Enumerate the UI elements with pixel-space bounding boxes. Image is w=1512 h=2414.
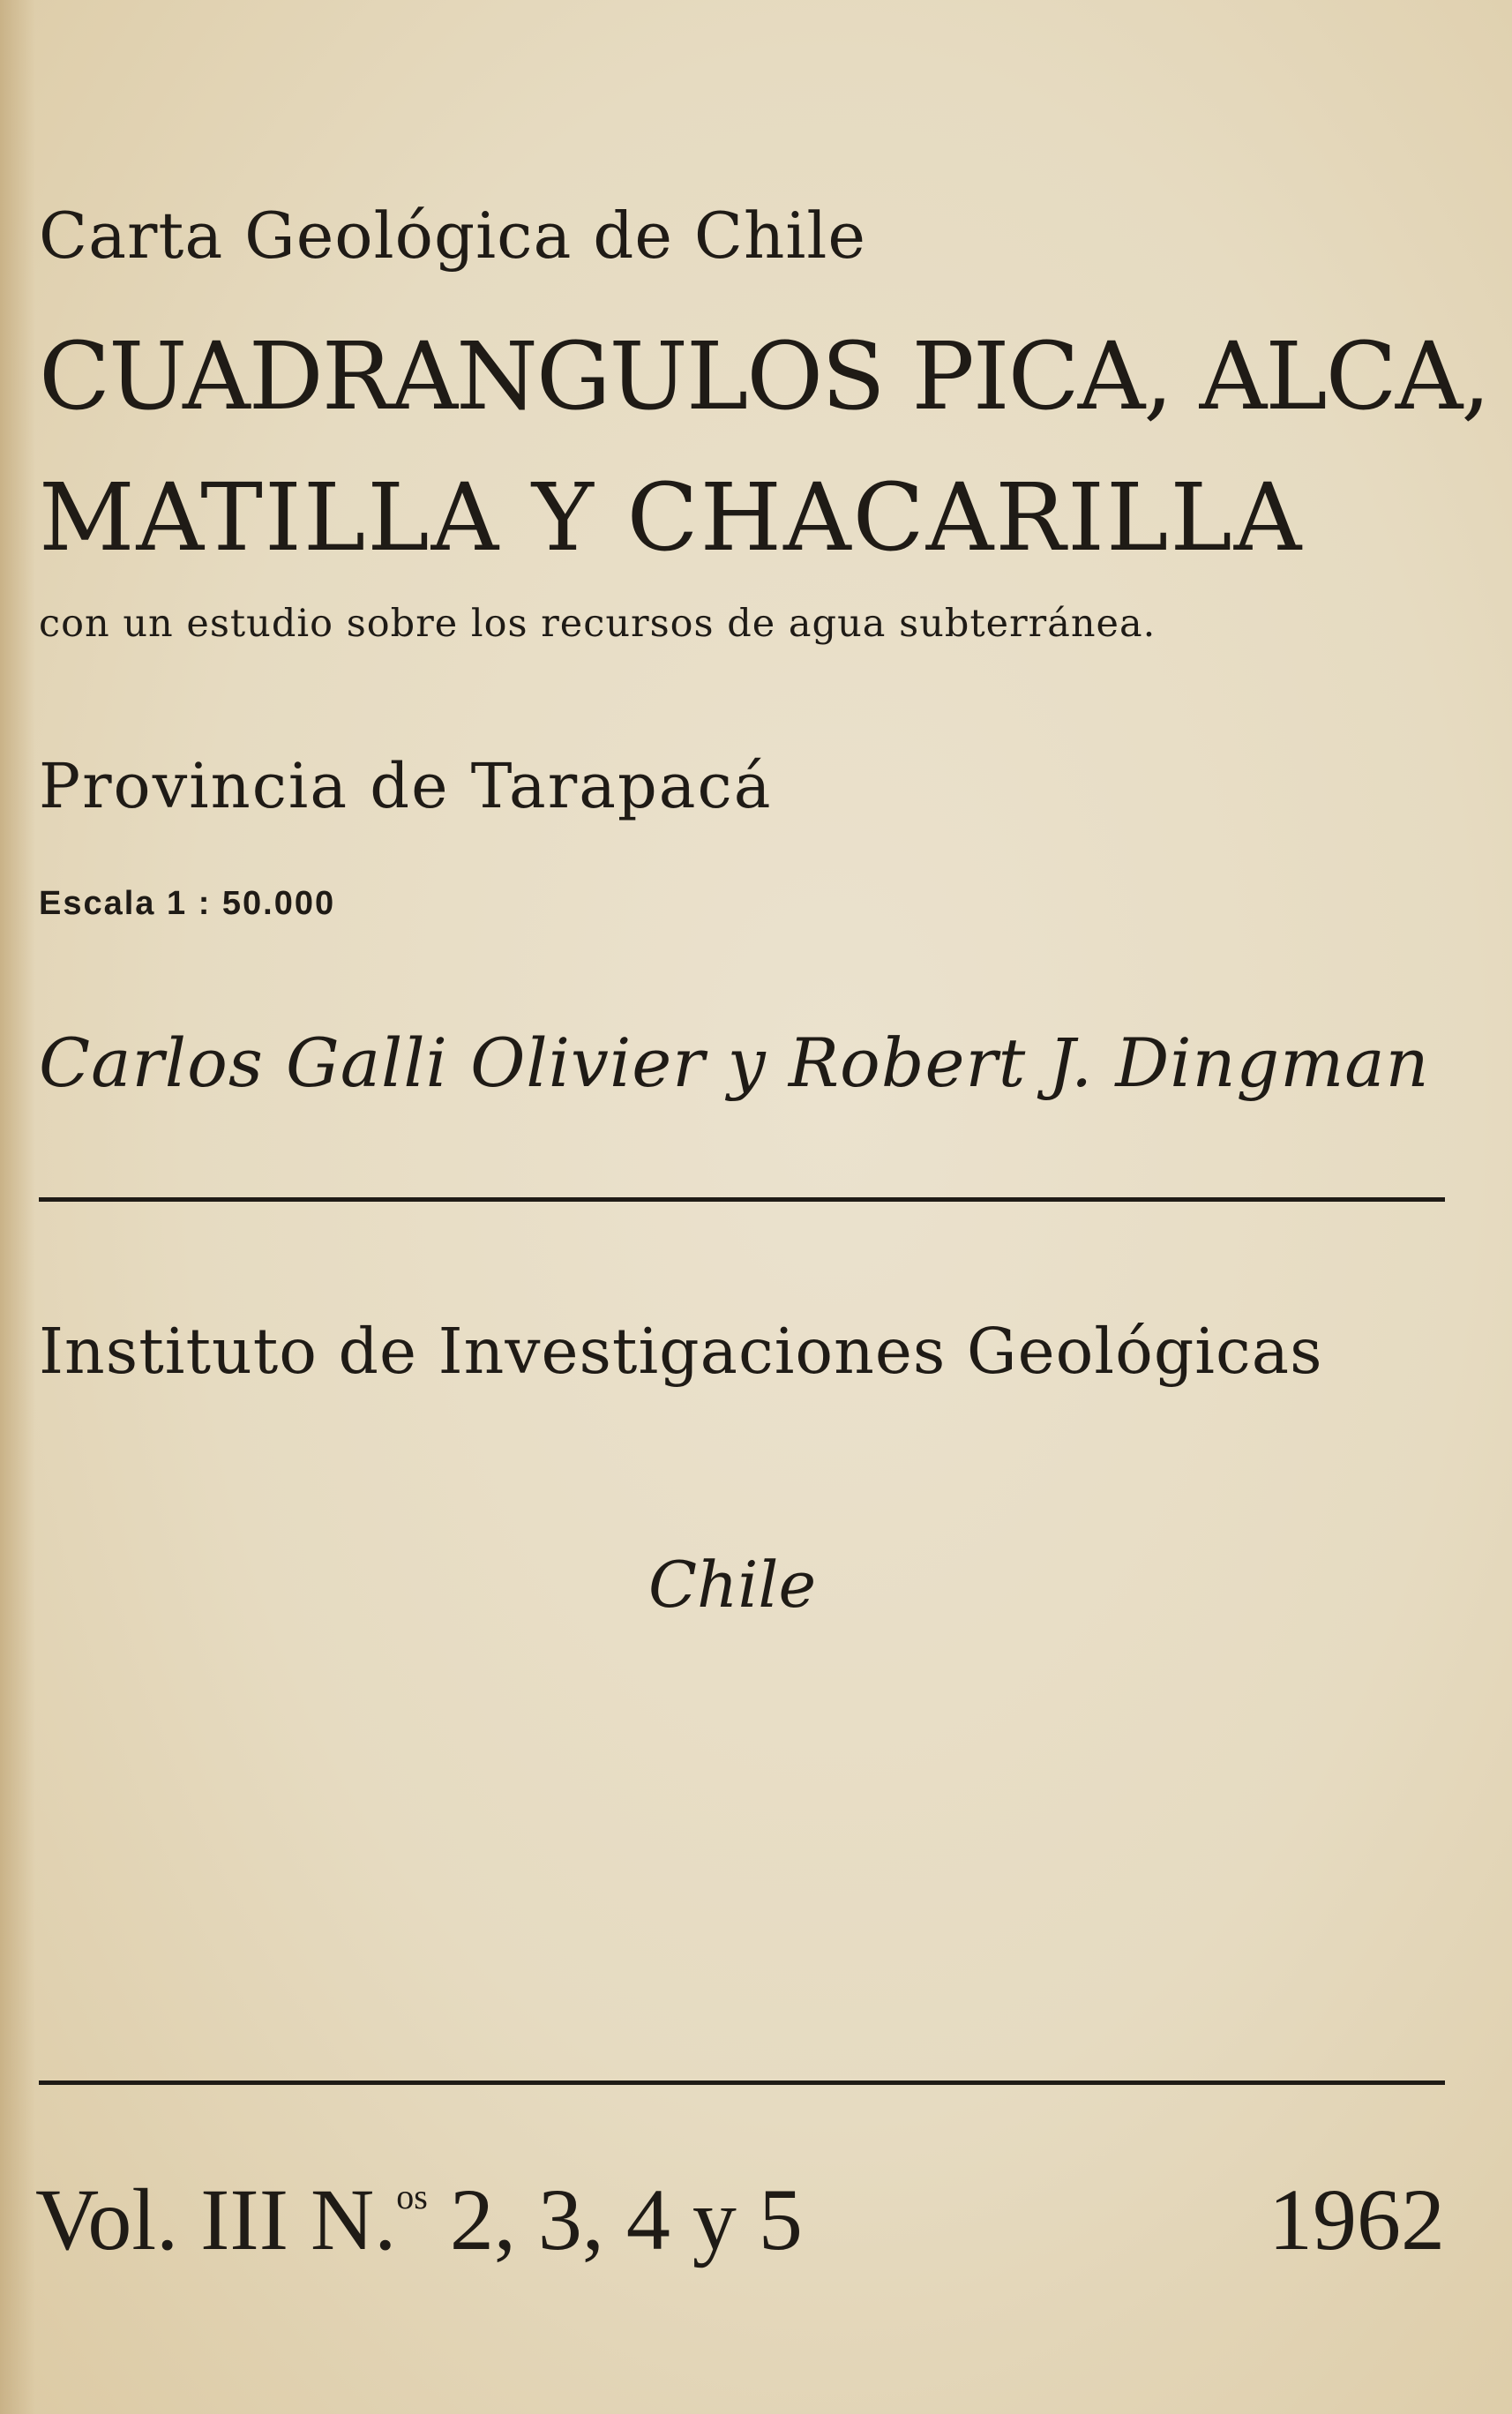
- volume-prefix: Vol. III N.: [35, 2170, 397, 2268]
- province: Provincia de Tarapacá: [39, 750, 773, 822]
- volume-numbers: 2, 3, 4 y 5: [427, 2170, 803, 2268]
- map-scale: Escala 1 : 50.000: [39, 885, 336, 922]
- subtitle: con un estudio sobre los recursos de agua subterránea.: [39, 602, 1156, 646]
- main-title-line-1: CUADRANGULOS PICA, ALCA,: [39, 322, 1489, 431]
- divider-top: [39, 1197, 1445, 1202]
- series-title: Carta Geológica de Chile: [39, 199, 866, 273]
- main-title-line-2: MATILLA Y CHACARILLA: [39, 463, 1304, 572]
- country: Chile: [647, 1548, 817, 1622]
- institute-name: Instituto de Investigaciones Geológicas: [39, 1315, 1323, 1388]
- volume-info: [35, 2169, 803, 2270]
- publication-year: 1962: [1269, 2170, 1445, 2268]
- volume-superscript: os: [396, 2177, 428, 2216]
- divider-bottom: [39, 2080, 1445, 2085]
- authors: Carlos Galli Olivier y Robert J. Dingman: [39, 1023, 1430, 1102]
